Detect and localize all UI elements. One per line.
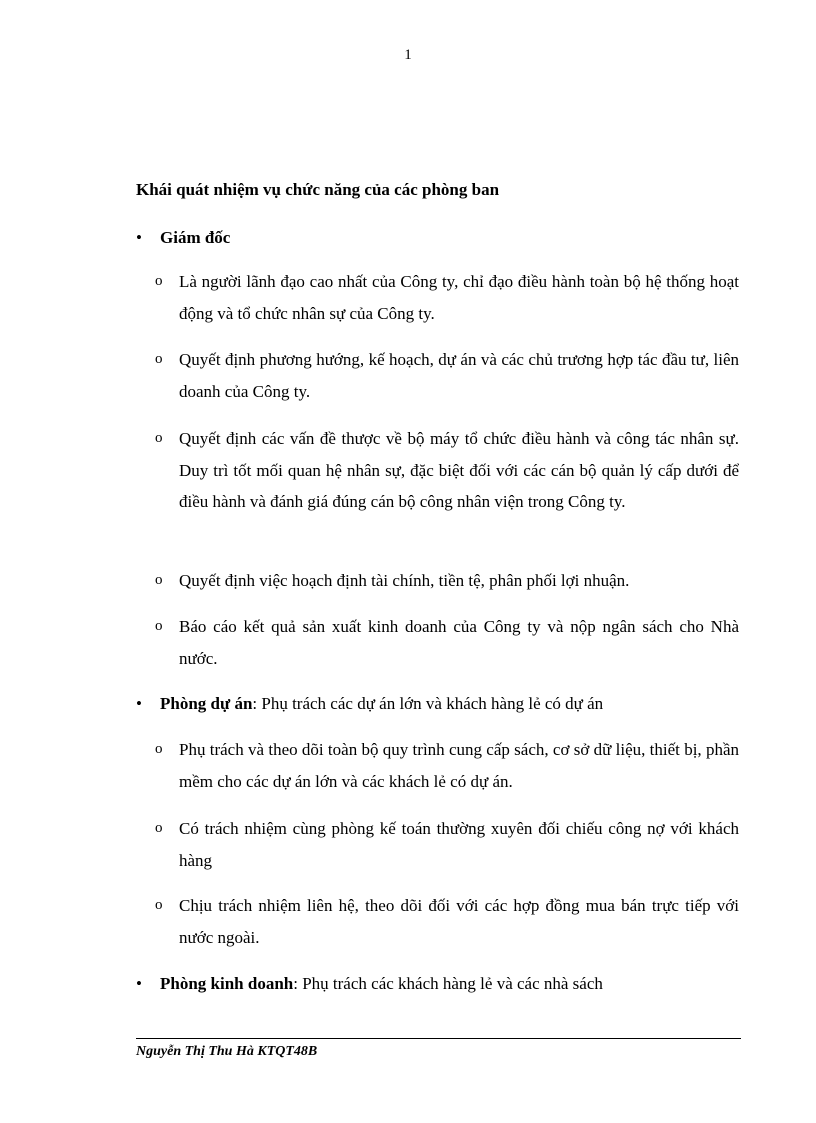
circle-bullet-icon: o [155,741,163,757]
page-number: 1 [404,47,412,63]
bullet-icon: • [136,694,142,713]
circle-bullet-icon: o [155,430,163,446]
list-item-text: Chịu trách nhiệm liên hệ, theo dõi đối với các hợp đồng mua bán trực tiếp với nước ngoài. [179,896,739,947]
list-item [155,266,739,329]
list-item [155,423,739,518]
circle-bullet-icon: o [155,618,163,634]
section-title: Giám đốc [160,228,231,247]
list-item [155,611,739,674]
list-item-text: Quyết định phương hướng, kế hoạch, dự án và các chủ trương hợp tác đầu tư, liên doanh của Công ty. [179,350,739,401]
list-item-text: Quyết định các vấn đề thược về bộ máy tổ chức điều hành và công tác nhân sự. Duy trì tốt mối quan hệ nhân sự, đặc biệt đối với các cán bộ quản lý cấp dưới để điều hành và đánh giá đúng cán bộ công nhân viện trong Công ty. [179,429,739,511]
list-item [155,344,739,407]
list-item [155,565,739,597]
circle-bullet-icon: o [155,820,163,836]
list-item-text: Phụ trách và theo dõi toàn bộ quy trình cung cấp sách, cơ sở dữ liệu, thiết bị, phần mềm cho các dự án lớn và các khách lẻ có dự án. [179,740,739,791]
list-item-text: Báo cáo kết quả sản xuất kinh doanh của Công ty và nộp ngân sách cho Nhà nước. [179,617,739,668]
section-description: : Phụ trách các khách hàng lẻ và các nhà sách [293,974,603,993]
list-item-text: Là người lãnh đạo cao nhất của Công ty, chỉ đạo điều hành toàn bộ hệ thống hoạt động và tổ chức nhân sự của Công ty. [179,272,739,323]
footer-divider [136,1038,741,1039]
section-heading: Khái quát nhiệm vụ chức năng của các phòng ban [136,180,500,199]
list-item-text: Có trách nhiệm cùng phòng kế toán thường xuyên đối chiếu công nợ với khách hàng [179,819,739,870]
section-title: Phòng dự án [160,694,253,713]
list-item-text: Quyết định việc hoạch định tài chính, tiền tệ, phân phối lợi nhuận. [179,571,630,590]
section-description: : Phụ trách các dự án lớn và khách hàng lẻ có dự án [252,694,604,713]
circle-bullet-icon: o [155,572,163,588]
circle-bullet-icon: o [155,273,163,289]
list-item [155,813,739,876]
list-item [155,890,739,953]
section-title: Phòng kinh doanh [160,974,294,993]
footer-author: Nguyễn Thị Thu Hà KTQT48B [136,1044,318,1059]
bullet-icon: • [136,974,142,993]
list-item [155,734,739,797]
bullet-icon: • [136,228,142,247]
circle-bullet-icon: o [155,897,163,913]
circle-bullet-icon: o [155,351,163,367]
